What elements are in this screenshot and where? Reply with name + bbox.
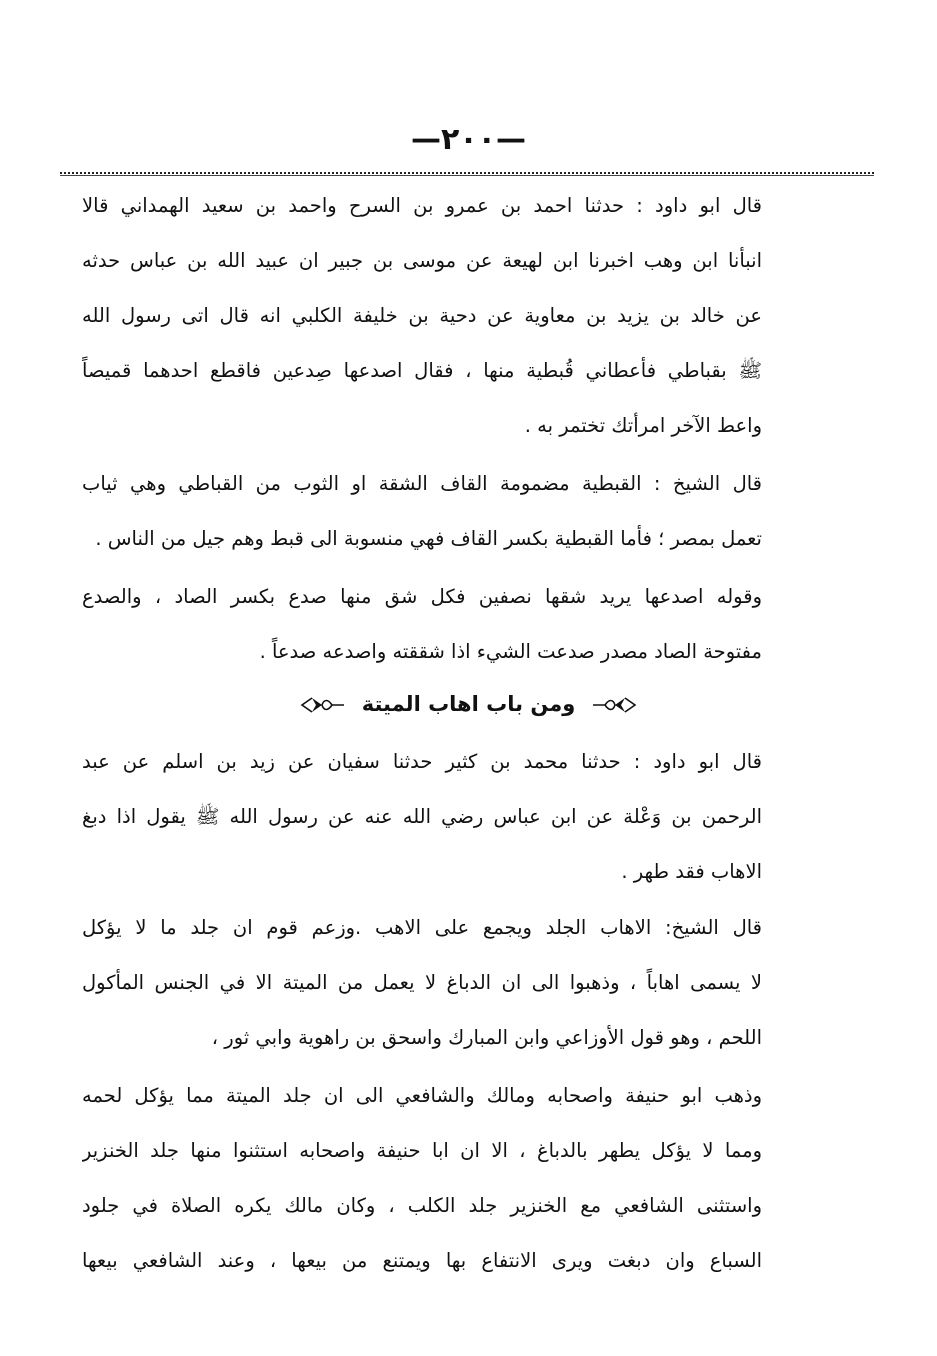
- header-rule-dotted: [60, 172, 874, 174]
- paragraph-hadith-2: [82, 734, 762, 899]
- paragraph-commentary-3: [82, 900, 762, 1065]
- text-line: قال الشيخ: الاهاب الجلد ويجمع على الاهب .وزعم قوم ان جلد ما لا يؤكل: [82, 916, 762, 939]
- ornament-right-icon: [300, 695, 346, 715]
- paragraph-commentary-2: [82, 569, 762, 679]
- text-line: اللحم ، وهو قول الأوزاعي وابن المبارك واسحق بن راهوية وابي ثور ،: [211, 1026, 762, 1049]
- paragraph-hadith-1: [82, 178, 762, 453]
- section-heading: [0, 684, 937, 724]
- text-line: تعمل بمصر ؛ فأما القبطية بكسر القاف فهي منسوبة الى قبط وهم جيل من الناس .: [95, 527, 762, 550]
- paragraph-commentary-1: [82, 456, 762, 566]
- text-line: مفتوحة الصاد مصدر صدعت الشيء اذا شققته واصدعه صدعاً .: [259, 640, 762, 663]
- text-line: لا يسمى اهاباً ، وذهبوا الى ان الدباغ لا يعمل من الميتة الا في الجنس المأكول: [82, 971, 762, 994]
- page-number: —٢٠٠—: [411, 122, 526, 157]
- text-line: واعط الآخر امرأتك تختمر به .: [524, 414, 762, 437]
- text-line: انبأنا ابن وهب اخبرنا ابن لهيعة عن موسى بن جبير ان عبيد الله بن عباس حدثه: [82, 249, 762, 272]
- text-line: الاهاب فقد طهر .: [621, 860, 762, 883]
- text-line: عن خالد بن يزيد بن معاوية عن دحية بن خليفة الكلبي انه قال اتى رسول الله: [82, 304, 762, 327]
- text-line: وذهب ابو حنيفة واصحابه ومالك والشافعي الى ان جلد الميتة مما يؤكل لحمه: [82, 1084, 762, 1107]
- text-line: وقوله اصدعها يريد شقها نصفين فكل شق منها صدع بكسر الصاد ، والصدع: [82, 585, 762, 608]
- paragraph-commentary-4: [82, 1068, 762, 1288]
- text-line: قال الشيخ : القبطية مضمومة القاف الشقة او الثوب من القباطي وهي ثياب: [82, 472, 762, 495]
- text-line: ومما لا يؤكل يطهر بالدباغ ، الا ان ابا حنيفة واصحابه استثنوا منها جلد الخنزير: [82, 1139, 762, 1162]
- text-line: الرحمن بن وَعْلة عن ابن عباس رضي الله عنه عن رسول الله ﷺ يقول اذا دبغ: [82, 805, 762, 828]
- ornament-left-icon: [591, 695, 637, 715]
- section-heading-text: ومن باب اهاب الميتة: [361, 692, 576, 716]
- text-line: السباع وان دبغت ويرى الانتفاع بها ويمتنع من بيعها ، وعند الشافعي بيعها: [82, 1249, 762, 1272]
- text-line: واستثنى الشافعي مع الخنزير جلد الكلب ، وكان مالك يكره الصلاة في جلود: [82, 1194, 762, 1217]
- header-rule: [60, 175, 874, 176]
- text-line: ﷺ بقباطي فأعطاني قُبطية منها ، فقال اصدعها صِدعين فاقطع احدهما قميصاً: [82, 359, 762, 382]
- text-line: قال ابو داود : حدثنا احمد بن عمرو بن السرح واحمد بن سعيد الهمداني قالا: [82, 194, 762, 217]
- text-line: قال ابو داود : حدثنا محمد بن كثير حدثنا سفيان عن زيد بن اسلم عن عبد: [82, 750, 762, 773]
